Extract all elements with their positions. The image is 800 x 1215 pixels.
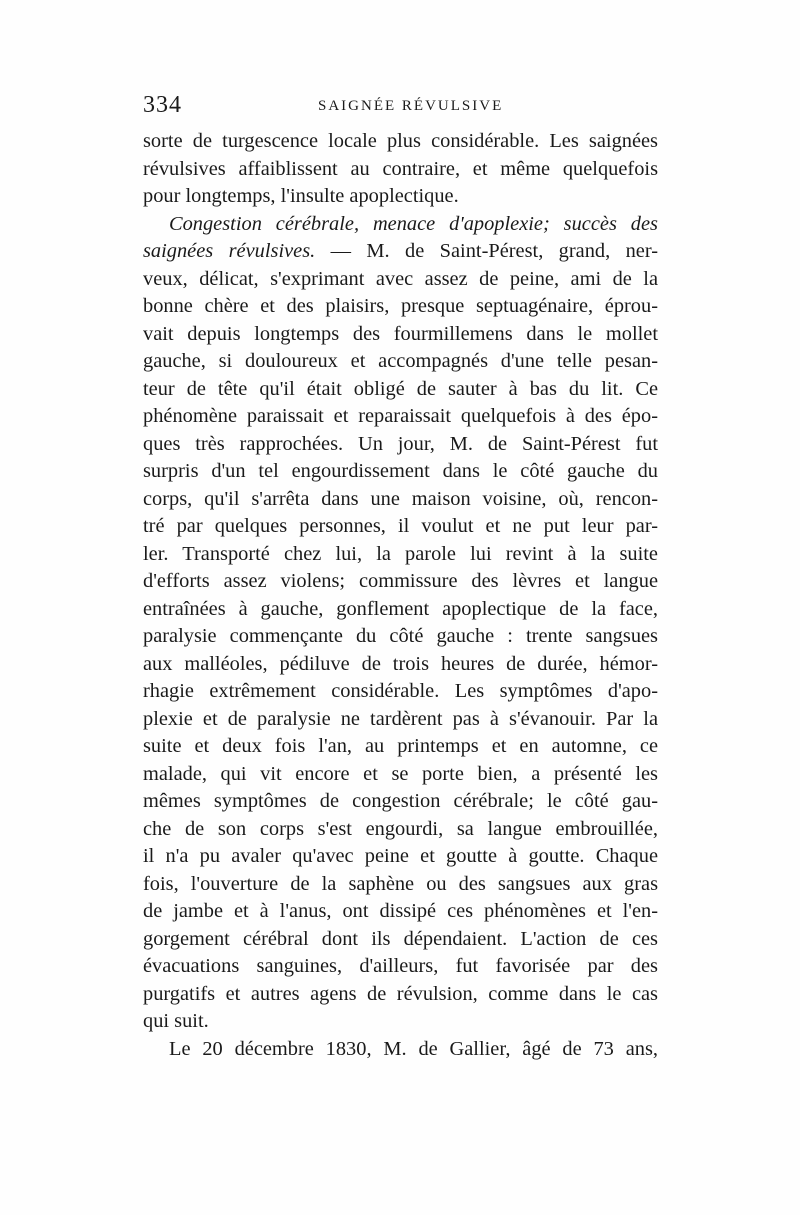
text-run: gorgement cérébral dont ils dépendaient. L'action de ces [143,927,658,950]
text-line [143,266,658,294]
text-run: fois, l'ouverture de la saphène ou des sangsues aux gras [143,872,658,895]
text-line [143,128,658,156]
text-line [143,926,658,954]
body-text [143,128,658,1063]
text-run: ques très rapprochées. Un jour, M. de Saint-Pérest fut [143,432,658,455]
text-run: ler. Transporté chez lui, la parole lui revint à la suite [143,542,658,565]
text-run: il n'a pu avaler qu'avec peine et goutte à goutte. Chaque [143,845,658,867]
text-line [143,568,658,596]
text-run: veux, délicat, s'exprimant avec assez de peine, ami de la [143,267,658,290]
text-line [143,623,658,651]
text-run: bonne chère et des plaisirs, presque septuagénaire, éprou- [143,295,658,317]
text-line [143,541,658,569]
text-line [143,651,658,679]
text-run: mêmes symptômes de congestion cérébrale; le côté gau- [143,790,658,812]
text-run: phénomène paraissait et reparaissait quelquefois à des épo- [143,405,658,427]
running-head: SAIGNÉE RÉVULSIVE [318,98,504,114]
text-line [143,321,658,349]
text-run: plexie et de paralysie ne tardèrent pas à s'évanouir. Par la [143,707,658,730]
text-line [143,816,658,844]
text-run: teur de tête qu'il était obligé de sauter à bas du lit. Ce [143,377,658,400]
text-line [143,733,658,761]
text-run: suite et deux fois l'an, au printemps et en automne, ce [143,735,658,757]
text-run: évacuations sanguines, d'ailleurs, fut favorisée par des [143,955,658,977]
text-line [143,678,658,706]
page-header [143,92,658,124]
text-line [143,513,658,541]
text-line [143,348,658,376]
text-run: surpris d'un tel engourdissement dans le côté gauche du [143,460,658,482]
text-line [143,431,658,459]
text-run: corps, qu'il s'arrêta dans une maison voisine, où, rencon- [143,487,658,510]
text-run: purgatifs et autres agens de révulsion, comme dans le cas [143,982,658,1005]
text-run: pour longtemps, l'insulte apoplectique. [143,185,459,207]
text-run: gauche, si douloureux et accompagnés d'une telle pesan- [143,350,658,372]
text-line [143,761,658,789]
text-line [143,486,658,514]
text-run: malade, qui vit encore et se porte bien, a présenté les [143,762,658,785]
text-line [143,238,658,266]
text-run: qui suit. [143,1010,209,1032]
text-run: paralysie commençante du côté gauche : trente sangsues [143,625,658,647]
text-line [143,871,658,899]
text-line [143,843,658,871]
text-line [143,376,658,404]
text-run: d'efforts assez violens; commissure des lèvres et langue [143,570,658,592]
text-run: entraînées à gauche, gonflement apoplectique de la face, [143,597,658,620]
text-run: — M. de Saint-Pérest, grand, ner- [315,240,659,262]
text-line [143,596,658,624]
text-run: tré par quelques personnes, il voulut et ne put leur par- [143,515,658,537]
text-run: vait depuis longtemps des fourmillemens dans le mollet [143,322,658,345]
text-line [143,403,658,431]
text-line [143,1036,658,1064]
text-line [143,788,658,816]
page-number: 334 [143,92,182,118]
italic-text: Congestion cérébrale, menace d'apoplexie; succès des [169,212,658,235]
text-run: aux malléoles, pédiluve de trois heures de durée, hémor- [143,652,658,675]
text-line [143,953,658,981]
text-line [143,1008,658,1036]
text-line [143,156,658,184]
text-line [143,898,658,926]
text-run: rhagie extrêmement considérable. Les symptômes d'apo- [143,680,658,702]
text-run: révulsives affaiblissent au contraire, et même quelquefois [143,157,658,180]
text-line [143,981,658,1009]
italic-text: saignées révulsives. [143,240,316,262]
text-line [143,706,658,734]
text-line [143,183,658,211]
text-line [143,211,658,239]
text-run: che de son corps s'est engourdi, sa langue embrouillée, [143,817,658,840]
text-run: sorte de turgescence locale plus considérable. Les saignées [143,130,658,152]
text-run: de jambe et à l'anus, ont dissipé ces phénomènes et l'en- [143,900,658,922]
text-run: Le 20 décembre 1830, M. de Gallier, âgé de 73 ans, [169,1037,658,1060]
text-line [143,458,658,486]
text-line [143,293,658,321]
